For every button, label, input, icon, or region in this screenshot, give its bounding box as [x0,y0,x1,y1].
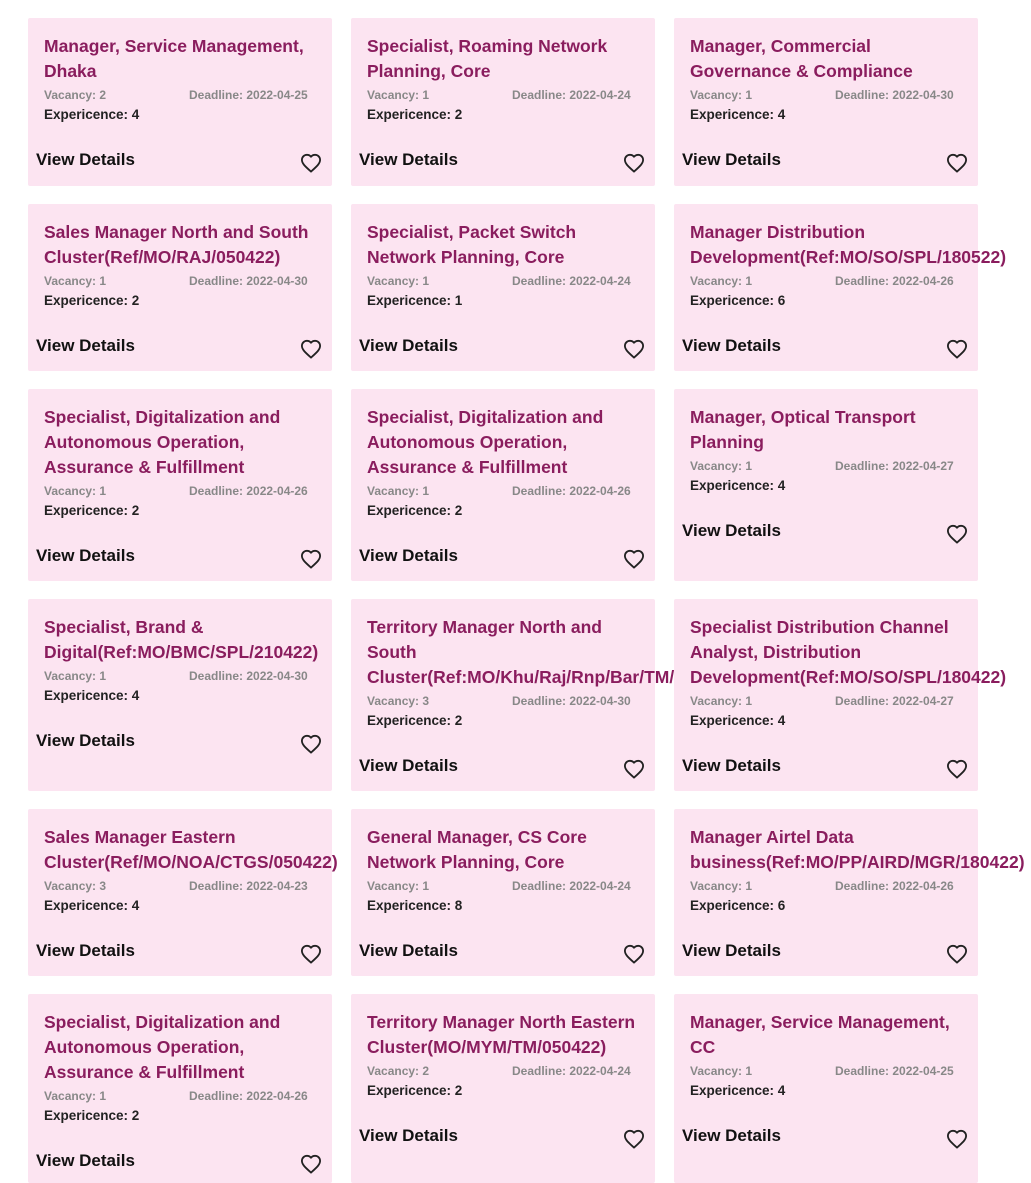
job-card[interactable] [674,389,978,581]
job-title[interactable] [44,615,318,665]
job-card[interactable] [351,18,655,186]
job-card[interactable] [674,18,978,186]
experience-years: Expericence: 4 [690,1083,786,1098]
deadline-date: Deadline: 2022-04-26 [835,274,954,288]
heart-outline-icon[interactable] [946,339,968,359]
job-title-line: Sales Manager Eastern [44,827,236,847]
heart-outline-icon[interactable] [946,153,968,173]
job-title-line: Autonomous Operation, [44,1037,245,1057]
job-title-line: Territory Manager North Eastern [367,1012,636,1032]
experience-years: Expericence: 2 [44,1108,140,1123]
deadline-date: Deadline: 2022-04-24 [512,879,631,893]
heart-outline-icon[interactable] [623,1129,645,1149]
job-title-line: Digital(Ref:MO/BMC/SPL/210422) [44,642,319,662]
deadline-date: Deadline: 2022-04-26 [189,484,308,498]
experience-years: Expericence: 2 [44,293,140,308]
job-title[interactable] [690,1010,950,1060]
job-title-line: Analyst, Distribution [690,642,862,662]
job-title-line: Cluster(Ref/MO/NOA/CTGS/050422) [44,852,338,872]
view-details-link[interactable]: View Details [682,941,781,960]
vacancy-count: Vacancy: 3 [367,694,430,708]
job-title-line: Network Planning, Core [367,852,565,872]
job-title-line: Development(Ref:MO/SO/SPL/180522) [690,247,1007,267]
deadline-date: Deadline: 2022-04-27 [835,694,954,708]
vacancy-count: Vacancy: 2 [367,1064,430,1078]
job-title-line: Planning [690,432,764,452]
vacancy-count: Vacancy: 1 [44,484,107,498]
view-details-link[interactable]: View Details [359,150,458,169]
view-details-link[interactable]: View Details [36,336,135,355]
job-title[interactable] [44,220,308,270]
job-title[interactable] [367,34,607,84]
deadline-date: Deadline: 2022-04-30 [189,274,308,288]
experience-years: Expericence: 4 [44,688,140,703]
job-title-line: Assurance & Fulfillment [44,1062,245,1082]
job-card[interactable] [28,809,338,976]
job-title[interactable] [690,220,1006,270]
vacancy-count: Vacancy: 1 [367,879,430,893]
job-title-line: Dhaka [44,61,97,81]
job-title-line: Manager, Optical Transport [690,407,916,427]
job-title-line: Cluster(Ref:MO/Khu/Raj/Rnp/Bar/TM/ [367,667,675,687]
experience-years: Expericence: 2 [367,1083,463,1098]
view-details-link[interactable]: View Details [36,731,135,750]
vacancy-count: Vacancy: 1 [690,694,753,708]
view-details-link[interactable]: View Details [359,1126,458,1145]
job-title-line: Specialist, Digitalization and [367,407,604,427]
view-details-link[interactable]: View Details [682,150,781,169]
job-card[interactable] [674,204,1007,371]
job-title-line: Network Planning, Core [367,247,565,267]
job-title-line: General Manager, CS Core [367,827,587,847]
deadline-date: Deadline: 2022-04-25 [835,1064,954,1078]
job-title-line: Autonomous Operation, [367,432,568,452]
heart-outline-icon[interactable] [623,944,645,964]
job-card[interactable] [351,809,655,976]
deadline-date: Deadline: 2022-04-23 [189,879,308,893]
experience-years: Expericence: 6 [690,293,786,308]
view-details-link[interactable]: View Details [682,521,781,540]
deadline-date: Deadline: 2022-04-24 [512,88,631,102]
deadline-date: Deadline: 2022-04-26 [512,484,631,498]
job-card[interactable] [28,204,332,371]
job-title-line: Assurance & Fulfillment [44,457,245,477]
job-title-line: Governance & Compliance [690,61,913,81]
view-details-link[interactable]: View Details [359,756,458,775]
view-details-link[interactable]: View Details [359,336,458,355]
job-title[interactable] [44,1010,280,1085]
deadline-date: Deadline: 2022-04-24 [512,274,631,288]
experience-years: Expericence: 4 [690,713,786,728]
job-title-line: Specialist, Digitalization and [44,407,281,427]
job-title[interactable] [690,825,1025,875]
job-title-line: Cluster(Ref/MO/RAJ/050422) [44,247,281,267]
job-title[interactable] [367,1010,635,1060]
job-title-line: South [367,642,417,662]
deadline-date: Deadline: 2022-04-26 [189,1089,308,1103]
view-details-link[interactable]: View Details [36,150,135,169]
heart-outline-icon[interactable] [300,944,322,964]
view-details-link[interactable]: View Details [682,756,781,775]
job-title-line: business(Ref:MO/PP/AIRD/MGR/180422) [690,852,1025,872]
job-card[interactable] [28,389,332,581]
view-details-link[interactable]: View Details [682,1126,781,1145]
job-card[interactable] [28,18,332,186]
job-title[interactable] [44,405,280,480]
experience-years: Expericence: 2 [367,713,463,728]
experience-years: Expericence: 2 [44,503,140,518]
job-card[interactable] [674,599,1007,791]
view-details-link[interactable]: View Details [359,546,458,565]
job-title[interactable] [44,825,338,875]
job-card[interactable] [28,599,332,791]
job-title[interactable] [690,615,1006,690]
heart-outline-icon[interactable] [623,339,645,359]
job-card[interactable] [351,389,655,581]
job-title-line: Manager, Service Management, [44,36,304,56]
heart-outline-icon[interactable] [946,759,968,779]
job-title-line: Territory Manager North and [367,617,602,637]
experience-years: Expericence: 8 [367,898,463,913]
view-details-link[interactable]: View Details [36,1151,135,1170]
vacancy-count: Vacancy: 1 [690,1064,753,1078]
job-title[interactable] [690,405,916,455]
deadline-date: Deadline: 2022-04-30 [835,88,954,102]
job-title-line: Specialist Distribution Channel [690,617,949,637]
experience-years: Expericence: 2 [367,503,463,518]
vacancy-count: Vacancy: 1 [690,459,753,473]
heart-outline-icon[interactable] [300,1154,322,1174]
vacancy-count: Vacancy: 3 [44,879,107,893]
job-card[interactable] [351,599,675,791]
job-title[interactable] [690,34,913,84]
heart-outline-icon[interactable] [300,734,322,754]
job-card[interactable] [674,994,978,1183]
job-title-line: Planning, Core [367,61,491,81]
heart-outline-icon[interactable] [300,339,322,359]
job-title-line: Development(Ref:MO/SO/SPL/180422) [690,667,1007,687]
vacancy-count: Vacancy: 1 [690,879,753,893]
vacancy-count: Vacancy: 1 [44,669,107,683]
heart-outline-icon[interactable] [946,524,968,544]
job-title-line: Manager, Commercial [690,36,871,56]
job-title-line: Specialist, Roaming Network [367,36,608,56]
experience-years: Expericence: 1 [367,293,463,308]
experience-years: Expericence: 4 [690,107,786,122]
deadline-date: Deadline: 2022-04-27 [835,459,954,473]
job-title[interactable] [367,825,587,875]
job-title-line: Manager Airtel Data [690,827,854,847]
job-card[interactable] [351,994,655,1183]
vacancy-count: Vacancy: 1 [690,274,753,288]
job-title-line: Sales Manager North and South [44,222,309,242]
deadline-date: Deadline: 2022-04-25 [189,88,308,102]
job-title-line: CC [690,1037,716,1057]
vacancy-count: Vacancy: 2 [44,88,107,102]
experience-years: Expericence: 2 [367,107,463,122]
deadline-date: Deadline: 2022-04-30 [189,669,308,683]
job-title-line: Cluster(MO/MYM/TM/050422) [367,1037,607,1057]
job-card[interactable] [351,204,655,371]
experience-years: Expericence: 4 [44,107,140,122]
view-details-link[interactable]: View Details [36,546,135,565]
deadline-date: Deadline: 2022-04-26 [835,879,954,893]
heart-outline-icon[interactable] [300,549,322,569]
job-title[interactable] [44,34,304,84]
heart-outline-icon[interactable] [946,944,968,964]
job-title-line: Specialist, Packet Switch [367,222,577,242]
experience-years: Expericence: 4 [44,898,140,913]
view-details-link[interactable]: View Details [682,336,781,355]
view-details-link[interactable]: View Details [36,941,135,960]
job-title-line: Manager Distribution [690,222,866,242]
heart-outline-icon[interactable] [946,1129,968,1149]
heart-outline-icon[interactable] [623,549,645,569]
vacancy-count: Vacancy: 1 [690,88,753,102]
deadline-date: Deadline: 2022-04-24 [512,1064,631,1078]
job-title-line: Assurance & Fulfillment [367,457,568,477]
job-title-line: Specialist, Brand & [44,617,204,637]
job-title[interactable] [367,220,576,270]
deadline-date: Deadline: 2022-04-30 [512,694,631,708]
experience-years: Expericence: 4 [690,478,786,493]
vacancy-count: Vacancy: 1 [44,1089,107,1103]
experience-years: Expericence: 6 [690,898,786,913]
job-title-line: Specialist, Digitalization and [44,1012,281,1032]
job-title-line: Manager, Service Management, [690,1012,950,1032]
vacancy-count: Vacancy: 1 [367,274,430,288]
vacancy-count: Vacancy: 1 [44,274,107,288]
vacancy-count: Vacancy: 1 [367,484,430,498]
view-details-link[interactable]: View Details [359,941,458,960]
heart-outline-icon[interactable] [623,759,645,779]
vacancy-count: Vacancy: 1 [367,88,430,102]
heart-outline-icon[interactable] [623,153,645,173]
heart-outline-icon[interactable] [300,153,322,173]
job-card[interactable] [674,809,1025,976]
job-title[interactable] [367,405,603,480]
job-title[interactable] [367,615,674,690]
job-title-line: Autonomous Operation, [44,432,245,452]
job-card[interactable] [28,994,332,1183]
